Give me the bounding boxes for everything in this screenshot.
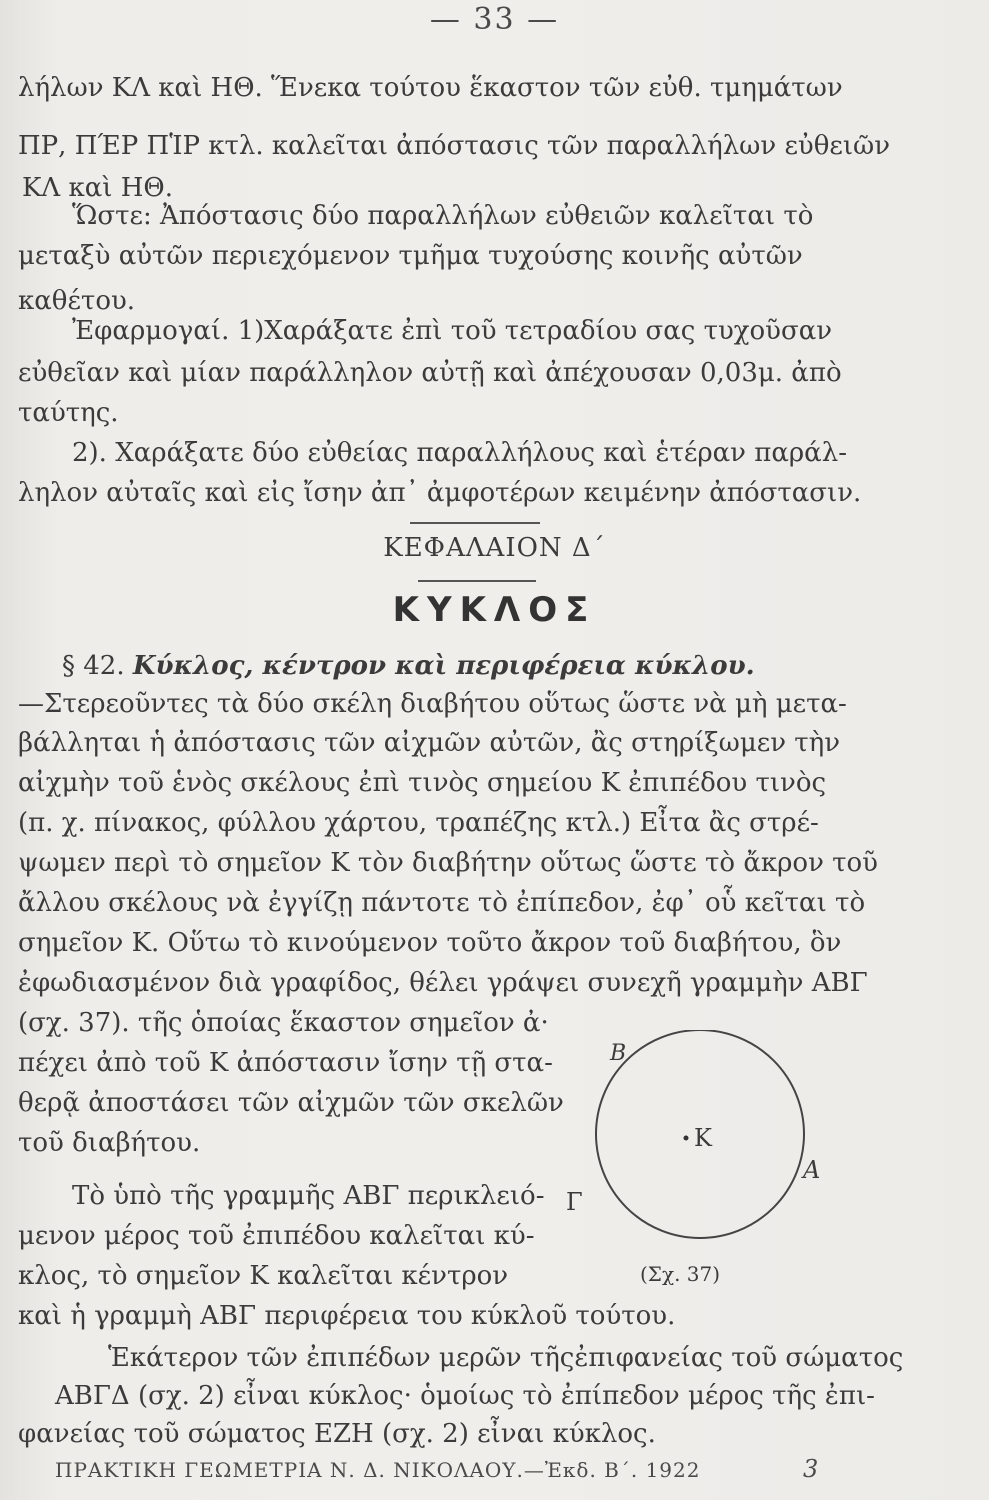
text-line: ταύτης.: [18, 398, 119, 428]
paragraph-heading: [62, 650, 755, 682]
text-line: μενον μέρος τοῦ ἐπιπέδου καλεῖται κύ-: [18, 1221, 535, 1251]
figure-caption: (Σχ. 37): [640, 1262, 721, 1286]
footer-sheet-number: 3: [803, 1455, 819, 1483]
text-line: βάλληται ἡ ἀπόστασις τῶν αἰχμῶν αὐτῶν, ἂς στηρίξωμεν τὴν: [18, 728, 841, 758]
text-line: καθέτου.: [18, 286, 136, 316]
text-line: καὶ ἡ γραμμὴ ΑΒΓ περιφέρεια του κύκλοῦ τούτου.: [18, 1301, 676, 1331]
text-line: ληλον αὐταῖς καὶ εἰς ἴσην ἀπ᾽ ἀμφοτέρων κειμένην ἀπόστασιν.: [18, 478, 862, 508]
text-line: τοῦ διαβήτου.: [18, 1128, 201, 1158]
text-line: κλος, τὸ σημεῖον Κ καλεῖται κέντρον: [18, 1261, 509, 1291]
divider: [410, 522, 540, 524]
text-line: λήλων ΚΛ καὶ ΗΘ. Ἕνεκα τούτου ἕκαστον τῶν εὐθ. τμημάτων: [18, 73, 843, 103]
text-line: 2). Χαράξατε δύο εὐθείας παραλλήλους καὶ ἑτέραν παράλ-: [72, 438, 847, 468]
label-b: Β: [610, 1041, 627, 1066]
text-line: ἐφωδιασμένον διὰ γραφίδος, θέλει γράψει συνεχῆ γραμμὴν ΑΒΓ: [18, 968, 868, 998]
paragraph-number: § 42.: [62, 651, 125, 681]
text-line: —Στερεοῦντες τὰ δύο σκέλη διαβήτου οὕτως ὥστε νὰ μὴ μετα-: [18, 689, 847, 719]
footer-imprint: ΠΡΑΚΤΙΚΗ ΓΕΩΜΕΤΡΙΑ Ν. Δ. ΝΙΚΟΛΑΟΥ.—Ἐκδ. Β΄. 1922: [55, 1458, 701, 1482]
text-line: ΑΒΓΔ (σχ. 2) εἶναι κύκλος· ὁμοίως τὸ ἐπίπεδον μέρος τῆς ἐπι-: [55, 1381, 875, 1411]
chapter-heading: ΚΕΦΑΛΑΙΟΝ Δ΄: [383, 533, 606, 563]
figure-37: [560, 1030, 840, 1240]
text-line: Τὸ ὑπὸ τῆς γραμμῆς ΑΒΓ περικλειό-: [72, 1181, 545, 1211]
divider: [418, 580, 536, 582]
text-line: πέχει ἀπὸ τοῦ Κ ἀπόστασιν ἴσην τῇ στα-: [18, 1048, 553, 1078]
label-a: Α: [803, 1156, 821, 1184]
section-title: ΚΥΚΛΟΣ: [392, 590, 597, 630]
circle-figure: [560, 1030, 840, 1240]
text-line: ΠΡ, ΠΈΡ ΠἹΡ κτλ. καλεῖται ἀπόστασις τῶν παραλλήλων εὐθειῶν: [18, 131, 891, 161]
text-line: Ἑκάτερον τῶν ἐπιπέδων μερῶν τῆςἐπιφανείας τοῦ σώματος: [108, 1343, 904, 1373]
text-line: ψωμεν περὶ τὸ σημεῖον Κ τὸν διαβήτην οὕτως ὥστε τὸ ἄκρον τοῦ: [18, 848, 878, 878]
label-k: Κ: [694, 1124, 712, 1152]
label-g: Γ: [566, 1188, 583, 1216]
text-line: Ἐφαρμογαί. 1)Χαράξατε ἐπὶ τοῦ τετραδίου σας τυχοῦσαν: [72, 316, 833, 346]
text-line: Ὥστε: Ἀπόστασις δύο παραλλήλων εὐθειῶν καλεῖται τὸ: [72, 201, 814, 231]
text-line: εὐθεῖαν καὶ μίαν παράλληλον αὐτῇ καὶ ἀπέχουσαν 0,03μ. ἀπὸ: [18, 358, 842, 388]
text-line: φανείας τοῦ σώματος ΕΖΗ (σχ. 2) εἶναι κύκλος.: [18, 1419, 656, 1449]
text-line: (π. χ. πίνακος, φύλλου χάρτου, τραπέζης κτλ.) Εἶτα ἂς στρέ-: [18, 808, 819, 838]
text-line: μεταξὺ αὐτῶν περιεχόμενον τμῆμα τυχούσης κοινῆς αὐτῶν: [18, 241, 803, 271]
text-line: ἄλλου σκέλους νὰ ἐγγίζῃ πάντοτε τὸ ἐπίπεδον, ἐφ᾽ οὗ κεῖται τὸ: [18, 888, 866, 918]
text-line: θερᾷ ἀποστάσει τῶν αἰχμῶν τῶν σκελῶν: [18, 1088, 564, 1118]
page-number: — 33 —: [429, 2, 560, 37]
text-line: ΚΛ καὶ ΗΘ.: [22, 173, 173, 203]
text-line: σημεῖον Κ. Οὕτω τὸ κινούμενον τοῦτο ἄκρον τοῦ διαβήτου, ὃν: [18, 928, 842, 958]
text-line: αἰχμὴν τοῦ ἑνὸς σκέλους ἐπὶ τινὸς σημείου Κ ἐπιπέδου τινὸς: [18, 768, 827, 798]
center-point: [684, 1136, 689, 1141]
paragraph-title: Κύκλος, κέντρον καὶ περιφέρεια κύκλου.: [132, 651, 755, 681]
text-line: (σχ. 37). τῆς ὁποίας ἕκαστον σημεῖον ἀ·: [18, 1008, 549, 1038]
